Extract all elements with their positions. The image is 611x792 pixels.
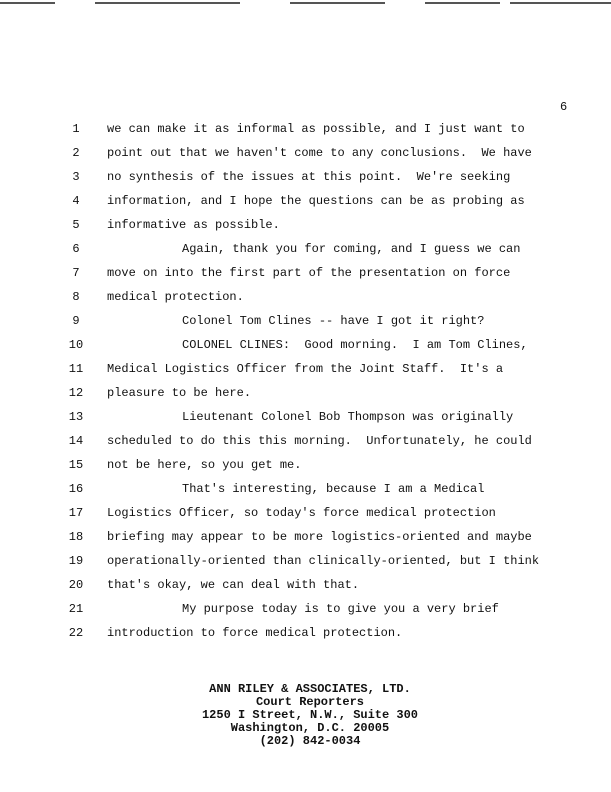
line-text: move on into the first part of the presentation on force: [107, 266, 511, 280]
line-text: no synthesis of the issues at this point. We're seeking: [107, 170, 511, 184]
scan-artifact: [290, 2, 385, 4]
footer: [0, 683, 611, 748]
line-number: 13: [68, 410, 84, 424]
line-number: 11: [68, 362, 84, 376]
footer-subtitle: Court Reporters: [255, 695, 365, 709]
line-text: medical protection.: [107, 290, 244, 304]
line-number: 22: [68, 626, 84, 640]
line-text: pleasure to be here.: [107, 386, 252, 400]
line-number: 17: [68, 506, 84, 520]
line-number: 4: [72, 194, 80, 208]
line-text: not be here, so you get me.: [107, 458, 302, 472]
line-number: 3: [72, 170, 80, 184]
line-text: information, and I hope the questions can be as probing as: [107, 194, 525, 208]
footer-phone: (202) 842-0034: [259, 734, 361, 748]
line-number: 14: [68, 434, 84, 448]
line-number: 10: [68, 338, 84, 352]
line-number: 2: [72, 146, 80, 160]
scan-artifact: [425, 2, 500, 4]
line-text: Lieutenant Colonel Bob Thompson was originally: [182, 410, 514, 424]
footer-company: ANN RILEY & ASSOCIATES, LTD.: [209, 682, 411, 696]
line-text: scheduled to do this this morning. Unfortunately, he could: [107, 434, 532, 448]
line-number: 15: [68, 458, 84, 472]
footer-street: 1250 I Street, N.W., Suite 300: [201, 708, 419, 722]
scan-artifact: [0, 2, 55, 4]
line-number: 19: [68, 554, 84, 568]
line-number: 20: [68, 578, 84, 592]
line-number: 12: [68, 386, 84, 400]
scan-artifact: [95, 2, 240, 4]
line-number: 21: [68, 602, 84, 616]
line-text: COLONEL CLINES: Good morning. I am Tom Clines,: [182, 338, 528, 352]
line-number: 9: [72, 314, 80, 328]
line-text: briefing may appear to be more logistics-oriented and maybe: [107, 530, 532, 544]
line-number: 6: [72, 242, 80, 256]
line-text: informative as possible.: [107, 218, 280, 232]
line-text: My purpose today is to give you a very brief: [182, 602, 499, 616]
scan-artifact: [510, 2, 611, 4]
line-text: that's okay, we can deal with that.: [107, 578, 360, 592]
line-text: Again, thank you for coming, and I guess we can: [182, 242, 521, 256]
line-number: 16: [68, 482, 84, 496]
line-text: Colonel Tom Clines -- have I got it right?: [182, 314, 485, 328]
line-number: 18: [68, 530, 84, 544]
line-text: we can make it as informal as possible, and I just want to: [107, 122, 525, 136]
line-text: introduction to force medical protection.: [107, 626, 403, 640]
line-text: Medical Logistics Officer from the Joint Staff. It's a: [107, 362, 504, 376]
line-text: point out that we haven't come to any conclusions. We have: [107, 146, 532, 160]
line-number: 7: [72, 266, 80, 280]
line-text: That's interesting, because I am a Medical: [182, 482, 485, 496]
footer-city: Washington, D.C. 20005: [230, 721, 390, 735]
line-number: 1: [72, 122, 80, 136]
line-number: 8: [72, 290, 80, 304]
line-text: operationally-oriented than clinically-oriented, but I think: [107, 554, 540, 568]
line-number: 5: [72, 218, 80, 232]
line-text: Logistics Officer, so today's force medical protection: [107, 506, 496, 520]
page-number: 6: [560, 100, 568, 114]
